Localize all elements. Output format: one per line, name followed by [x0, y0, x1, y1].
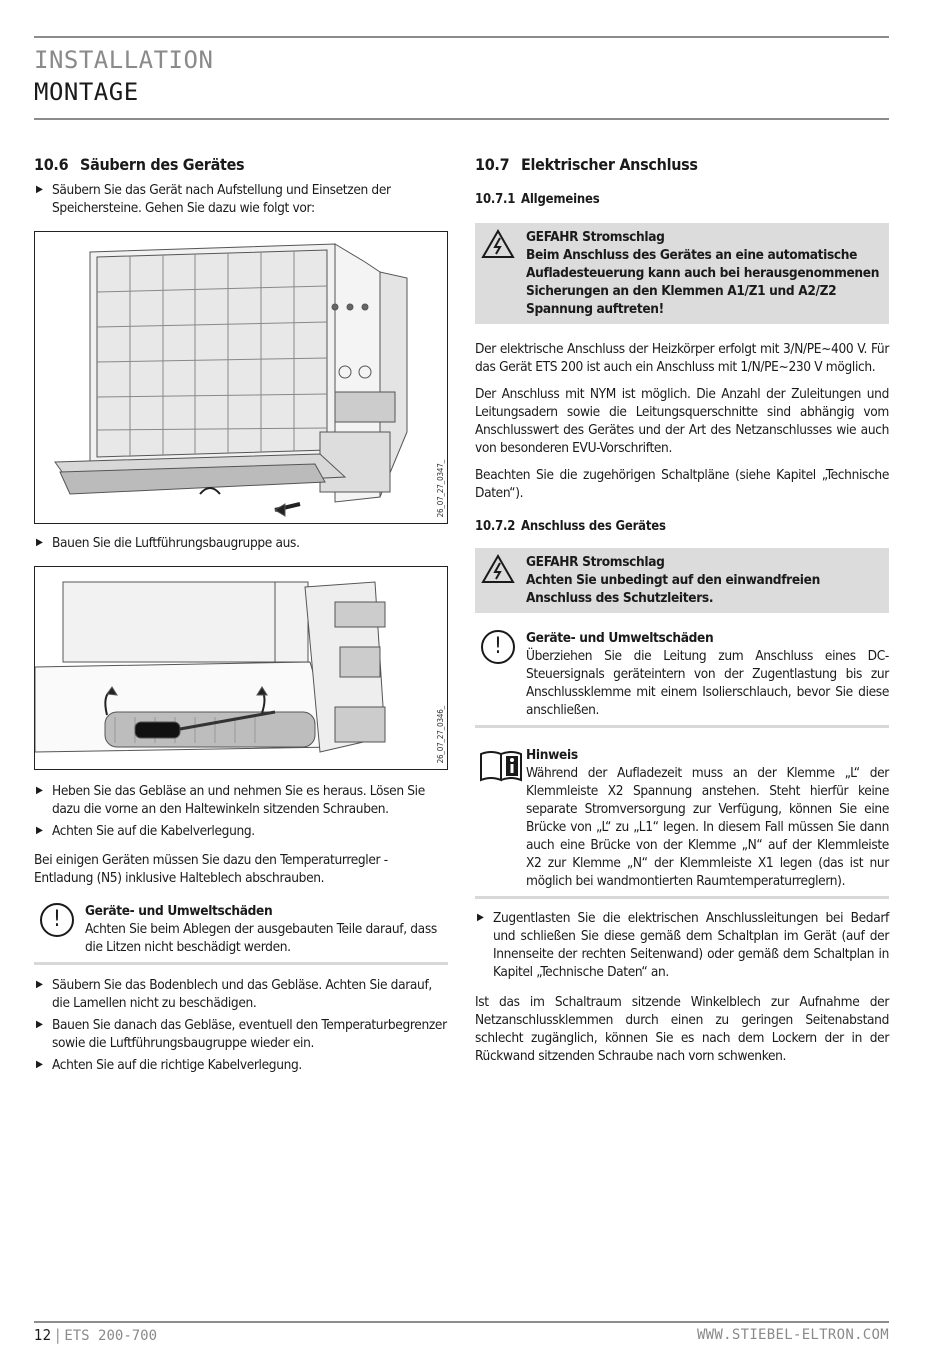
footer-left — [34, 1326, 157, 1344]
step-reinstall: ▶ Bauen Sie danach das Gebläse, eventuell den Temperaturbegrenzer sowie die Luftführungsbaugruppe wieder ein. — [34, 1016, 448, 1052]
step-cable-routing: ▶ Achten Sie auf die Kabelverlegung. — [34, 822, 448, 840]
notice-title: Geräte- und Umweltschäden — [85, 903, 273, 919]
notice-divider — [34, 962, 448, 965]
heading-10-7: 10.7 Elektrischer Anschluss — [475, 155, 698, 174]
header-top-rule — [34, 36, 889, 38]
step-connect-cables: ▶ Zugentlasten Sie die elektrischen Anschlussleitungen bei Bedarf und schließen Sie diese gemäß dem Schaltplan im Gerät (auf der Innenseite der rechten Seitenwand) oder gemäß dem Schaltplan in Kapitel „Technische Daten“ an. — [475, 909, 889, 981]
step-correct-cabling: ▶ Achten Sie auf die richtige Kabelverlegung. — [34, 1056, 448, 1074]
step-lift-fan: ▶ Heben Sie das Gebläse an und nehmen Sie es heraus. Lösen Sie dazu die vorne an den Haltewinkeln sitzenden Schrauben. — [34, 782, 448, 818]
hint-box — [475, 746, 889, 890]
left-column — [34, 155, 448, 1074]
figure-air-duct — [34, 231, 448, 524]
section-title-de: MONTAGE — [34, 78, 139, 106]
notice-text: Überziehen Sie die Leitung zum Anschluss eines DC-Steuersignals geräteintern von der Zugentlastung bis zur Anschlussklemme mit einem Isolierschlauch, bevor Sie diese anschließen. — [526, 648, 889, 718]
header-bottom-rule — [34, 118, 889, 120]
danger-box-1 — [475, 223, 889, 324]
exclamation-icon: ! — [481, 630, 515, 664]
step-clean-base: ▶ Säubern Sie das Bodenblech und das Gebläse. Achten Sie darauf, die Lamellen nicht zu beschädigen. — [34, 976, 448, 1012]
hint-text: Während der Aufladezeit muss an der Klemme „L“ der Klemmleiste X2 Spannung anstehen. Steht hierfür keine separate Stromversorgung zur Verfügung, können Sie eine Brücke von „L“ zu „L1“ legen. In diesem Fall müssen Sie dann auch eine Brücke von der Klemme „N“ auf der Klemmleiste X2 zur Klemme „N“ der Klemmleiste X1 legen (das ist nur möglich bei wandmontierten Raumtemperaturreglern). — [526, 765, 889, 889]
hint-title: Hinweis — [526, 747, 578, 763]
heater-illustration-1 — [35, 232, 447, 521]
figure-fan — [34, 566, 448, 770]
footer-url[interactable]: WWW.STIEBEL-ELTRON.COM — [696, 1327, 889, 1343]
heading-10-7-1: 10.7.1 Allgemeines — [475, 192, 600, 207]
model-name: ETS 200-700 — [64, 1328, 158, 1344]
para-nym: Der Anschluss mit NYM ist möglich. Die Anzahl der Zuleitungen und Leitungsadern sowie die Leitungsquerschnitte sind abhängig vom Anschlusswert des Gerätes und der Art des Netzanschlusses wie auch von besonderen EVU-Vorschriften. — [475, 386, 889, 456]
step-clean-intro: ▶ Säubern Sie das Gerät nach Aufstellung und Einsetzen der Speichersteine. Gehen Sie dazu wie folgt vor: — [34, 181, 448, 217]
notice-title: Geräte- und Umweltschäden — [526, 630, 714, 646]
exclamation-icon: ! — [40, 903, 74, 937]
danger-title: GEFAHR Stromschlag — [526, 229, 665, 245]
step-remove-air-duct: ▶ Bauen Sie die Luftführungsbaugruppe aus. — [34, 534, 448, 552]
footer-separator: | — [55, 1326, 61, 1344]
section-title-en: INSTALLATION — [34, 46, 214, 74]
para-wiring-diagrams: Beachten Sie die zugehörigen Schaltpläne (siehe Kapitel „Technische Daten“). — [475, 467, 889, 501]
heading-10-7-2: 10.7.2 Anschluss des Gerätes — [475, 519, 666, 534]
danger-text: Achten Sie unbedingt auf den einwandfreien Anschluss des Schutzleiters. — [526, 572, 820, 606]
para-angle-plate: Ist das im Schaltraum sitzende Winkelblech zur Aufnahme der Netzanschlussklemmen durch einen zu geringen Seitenabstand schlecht zugänglich, können Sie es nach dem Lockern der in der Rückwand sitzenden Schraube nach vorn schwenken. — [475, 994, 889, 1064]
right-column — [475, 155, 889, 1065]
para-connection-voltage: Der elektrische Anschluss der Heizkörper erfolgt mit 3/N/PE~400 V. Für das Gerät ETS 200 ist auch ein Anschluss mit 1/N/PE~230 V möglich. — [475, 341, 889, 375]
info-book-icon — [479, 748, 523, 782]
heading-10-6: 10.6 Säubern des Gerätes — [34, 155, 245, 174]
notice-damage-right — [475, 629, 889, 719]
figure-code-2: 26_07_27_0346_ — [436, 705, 445, 763]
electric-hazard-icon — [481, 229, 515, 259]
heater-illustration-2 — [35, 567, 447, 767]
notice-text: Achten Sie beim Ablegen der ausgebauten Teile darauf, dass die Litzen nicht beschädigt werden. — [85, 921, 437, 955]
danger-box-2 — [475, 548, 889, 613]
hint-divider — [475, 896, 889, 899]
notice-damage-left — [34, 902, 448, 956]
footer-rule — [34, 1321, 889, 1323]
para-temperature-regulator: Bei einigen Geräten müssen Sie dazu den Temperaturregler - Entladung (N5) inklusive Halteblech abschrauben. — [34, 852, 388, 886]
danger-text: Beim Anschluss des Gerätes an eine automatische Aufladesteuerung kann auch bei herausgenommenen Sicherungen an den Klemmen A1/Z1 und A2/Z2 Spannung auftreten! — [526, 247, 880, 317]
notice-divider — [475, 725, 889, 728]
page-number: 12 — [34, 1326, 52, 1344]
figure-code-1: 26_07_27_0347_ — [436, 459, 445, 517]
danger-title: GEFAHR Stromschlag — [526, 554, 665, 570]
electric-hazard-icon — [481, 554, 515, 584]
